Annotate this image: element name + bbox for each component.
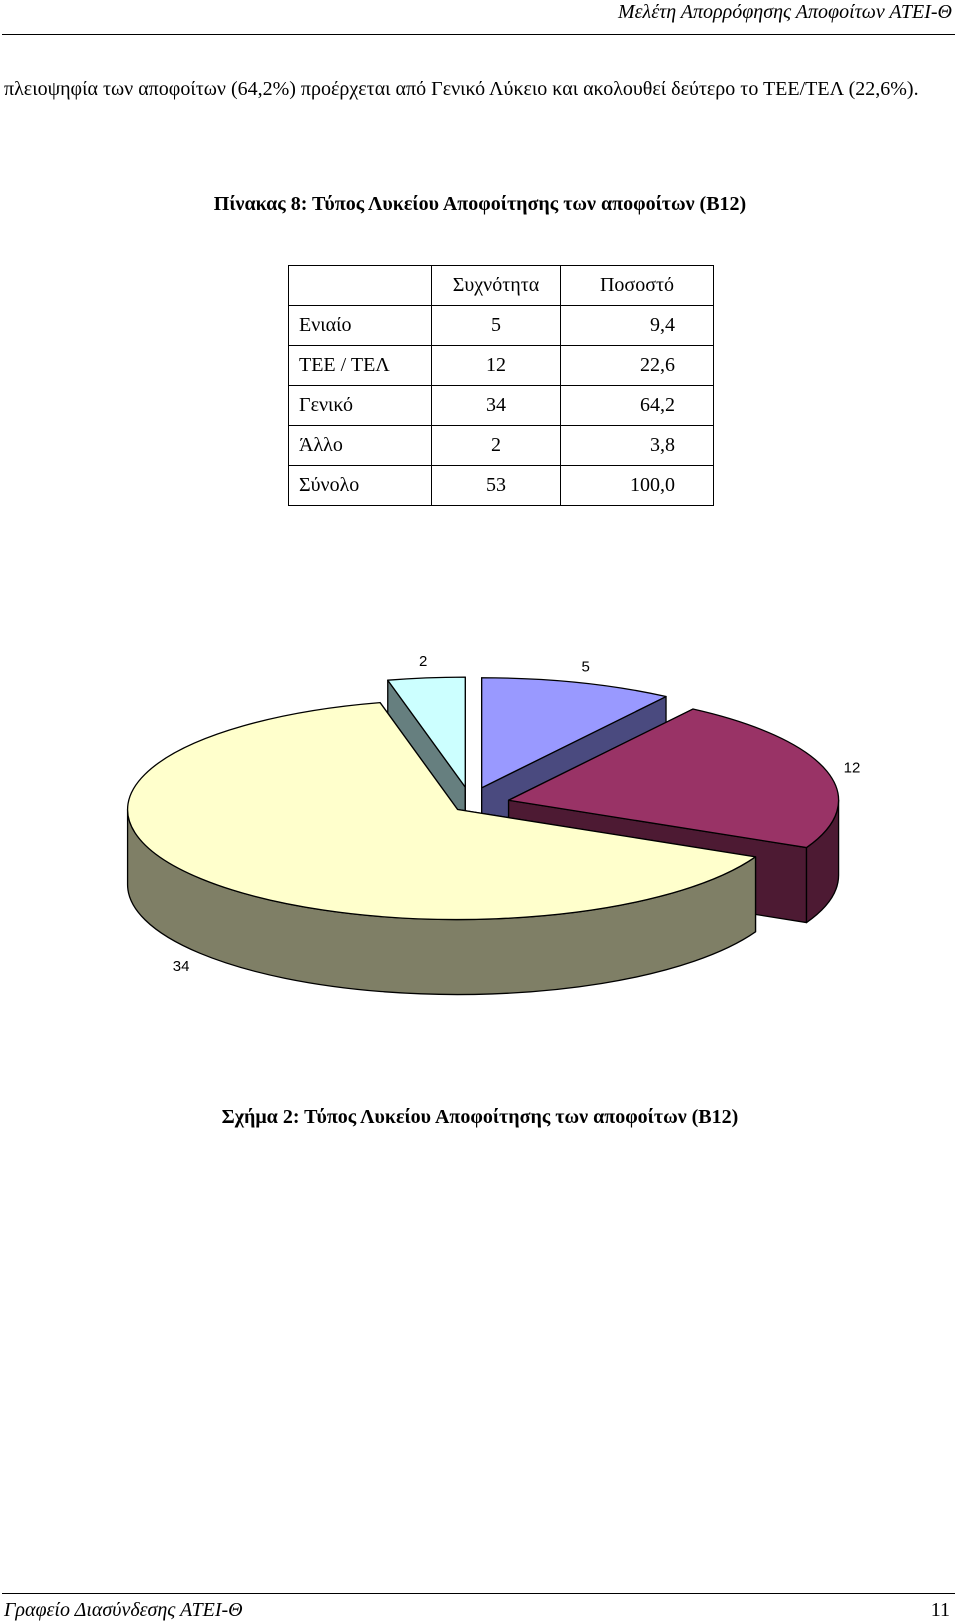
- table-row: [289, 386, 714, 426]
- data-label-2: 2: [418, 653, 428, 671]
- body-paragraph: πλειοψηφία των αποφοίτων (64,2%) προέρχεται από Γενικό Λύκειο και ακολουθεί δεύτερο το ΤΕΕ/ΤΕΛ (22,6%).: [4, 78, 919, 100]
- row-frequency: 2: [432, 426, 561, 466]
- row-percent: 64,2: [561, 386, 714, 426]
- header-rule: [2, 34, 955, 35]
- frequency-table: [288, 265, 714, 506]
- row-frequency: 34: [432, 386, 561, 426]
- row-percent: 22,6: [561, 346, 714, 386]
- table-caption: Πίνακας 8: Τύπος Λυκείου Αποφοίτησης των αποφοίτων (Β12): [213, 193, 747, 215]
- table-row: [289, 346, 714, 386]
- pie-chart: [130, 653, 861, 980]
- header-cell-percent: Ποσοστό: [561, 266, 714, 306]
- header-cell-empty: [289, 266, 432, 306]
- row-label: Γενικό: [289, 386, 432, 426]
- footer-left: Γραφείο Διασύνδεσης ΑΤΕΙ-Θ: [4, 1599, 243, 1621]
- table-row: [289, 466, 714, 506]
- row-percent: 9,4: [561, 306, 714, 346]
- footer-rule: [2, 1593, 955, 1594]
- data-label-34: 34: [172, 958, 190, 976]
- figure-caption: Σχήμα 2: Τύπος Λυκείου Αποφοίτησης των αποφοίτων (Β12): [221, 1106, 739, 1128]
- data-label-5: 5: [581, 658, 590, 676]
- data-label-12: 12: [843, 759, 861, 777]
- row-label: Ενιαίο: [289, 306, 432, 346]
- row-label: Σύνολο: [289, 466, 432, 506]
- table-row: [289, 306, 714, 346]
- page-number: 11: [930, 1599, 950, 1621]
- row-frequency: 53: [432, 466, 561, 506]
- row-percent: 100,0: [561, 466, 714, 506]
- header-cell-frequency: Συχνότητα: [432, 266, 561, 306]
- running-header: Μελέτη Απορρόφησης Αποφοίτων ΑΤΕΙ-Θ: [618, 1, 952, 23]
- row-frequency: 5: [432, 306, 561, 346]
- table-row: [289, 426, 714, 466]
- row-label: Άλλο: [289, 426, 432, 466]
- row-label: ΤΕΕ / ΤΕΛ: [289, 346, 432, 386]
- table-header-row: [289, 266, 714, 306]
- row-frequency: 12: [432, 346, 561, 386]
- row-percent: 3,8: [561, 426, 714, 466]
